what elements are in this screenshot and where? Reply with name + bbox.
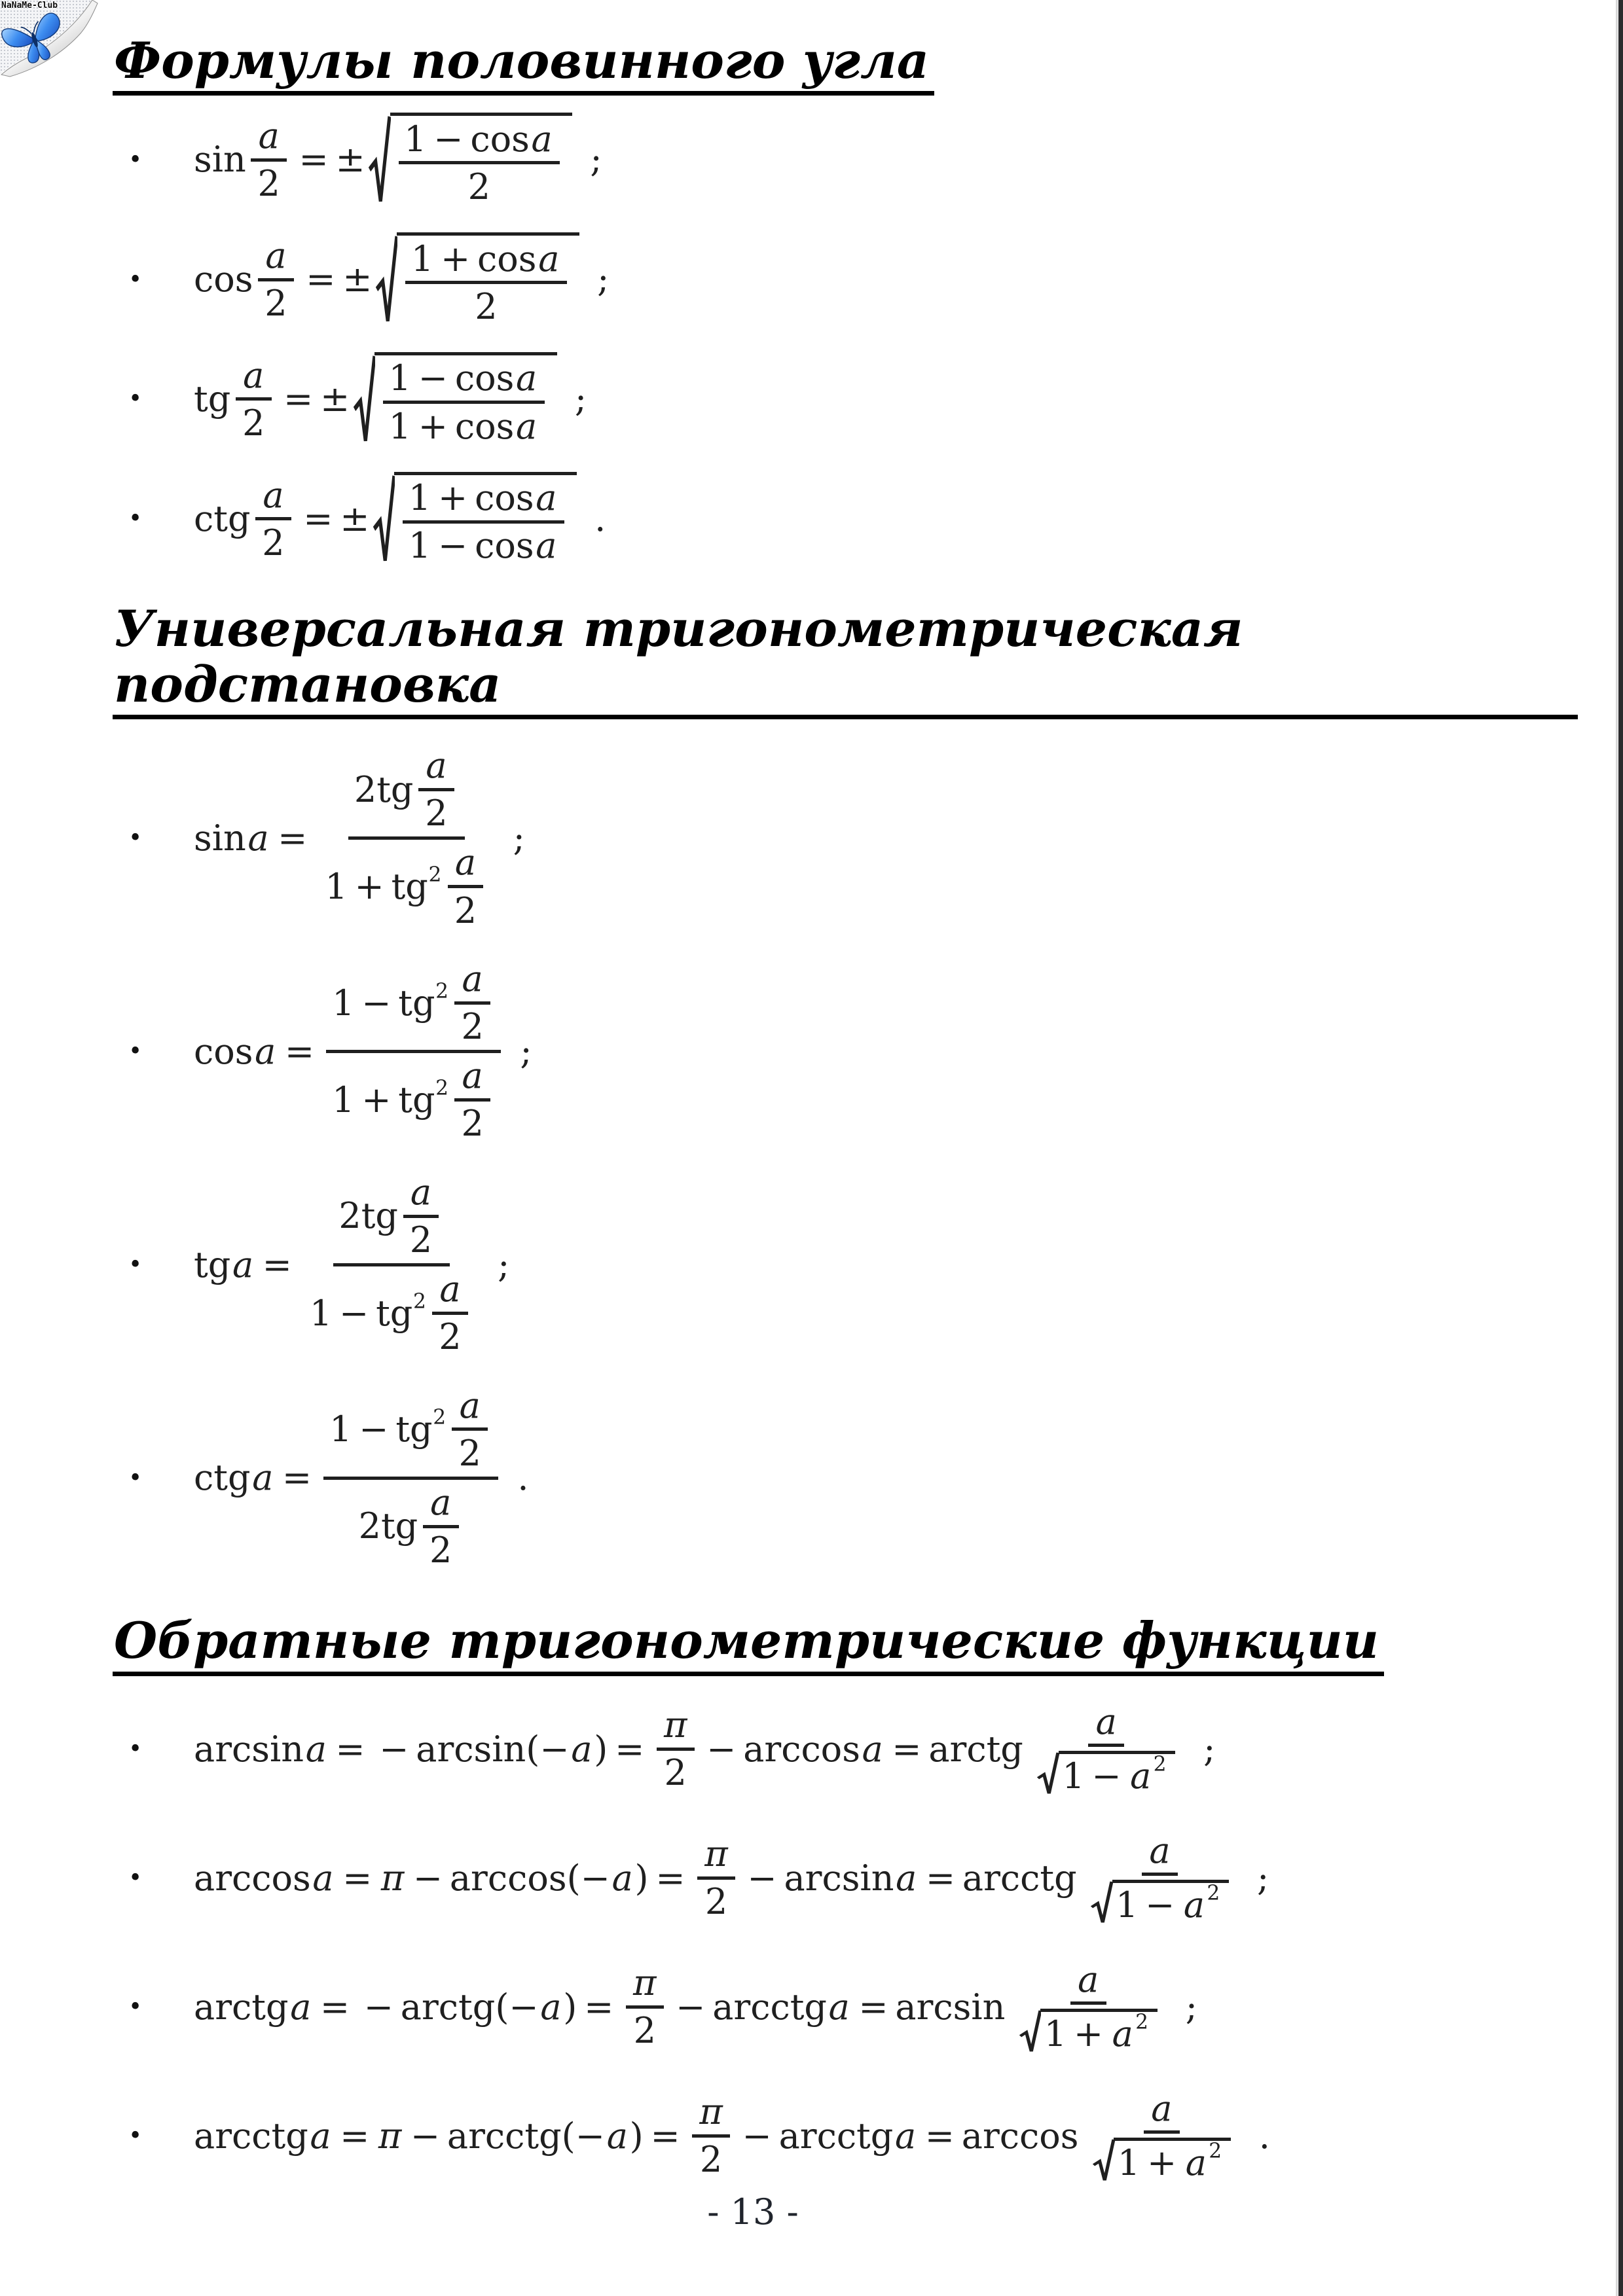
formula-row-arcsin-identity bbox=[0, 1702, 1578, 1797]
section-heading bbox=[113, 567, 1578, 719]
bullet-marker: • bbox=[128, 386, 143, 413]
formula-row-ctg-universal bbox=[0, 1386, 1578, 1571]
bullet-marker: • bbox=[128, 146, 143, 173]
formula-list bbox=[0, 113, 1578, 567]
bullet-marker: • bbox=[128, 825, 143, 852]
formula-math-arctg-identity: arctg a = − arctg ( − a ) = $\frac{\pi}{2}$ − arcctg a = arcsin a 1 + a 2 ; bbox=[194, 1958, 1197, 2054]
watermark-text: NaNaMe-Club bbox=[1, 1, 58, 10]
section-heading bbox=[113, 1571, 1578, 1676]
formula-math-sin-half: sin $\frac{a}{2}$ = ± 1 − cos a 2 ; bbox=[194, 113, 602, 207]
formula-math-tg-half: tg $\frac{a}{2}$ = ± 1 − cos a 1 + cos a ; bbox=[194, 352, 587, 447]
bullet-marker: • bbox=[128, 1736, 143, 1763]
section-half-angle bbox=[0, 0, 1578, 567]
formula-row-sin-universal bbox=[0, 745, 1578, 931]
formula-row-arcctg-identity bbox=[0, 2089, 1578, 2183]
formula-list bbox=[0, 745, 1578, 1571]
formula-row-sin-half bbox=[0, 113, 1578, 207]
formula-row-cos-universal bbox=[0, 959, 1578, 1145]
scan-edge-shadow bbox=[1618, 0, 1623, 2296]
formula-math-ctg-half: ctg $\frac{a}{2}$ = ± 1 + cos a 1 − cos a . bbox=[194, 472, 606, 567]
bullet-marker: • bbox=[128, 1993, 143, 2020]
formula-math-sin-universal: sin a = 2 tg a 2 1 + tg 2 a 2 ; bbox=[194, 745, 525, 931]
formula-math-ctg-universal: ctg a = 1 − tg 2 a 2 2 tg a 2 . bbox=[194, 1384, 529, 1571]
page-number: - 13 - bbox=[707, 2191, 799, 2233]
formula-math-tg-universal: tg a = 2 tg a 2 1 − tg 2 a 2 ; bbox=[194, 1171, 510, 1358]
formula-row-cos-half bbox=[0, 232, 1578, 327]
formula-row-tg-half bbox=[0, 352, 1578, 447]
formula-math-arcsin-identity: arcsin a = − arcsin ( − a ) = $\frac{\pi}{2}$ − arccos a = arctg a 1 − a 2 ; bbox=[194, 1700, 1216, 1797]
bullet-marker: • bbox=[128, 2122, 143, 2149]
bullet-marker: • bbox=[128, 1037, 143, 1065]
formula-row-arccos-identity bbox=[0, 1831, 1578, 1926]
section-universal-substitution bbox=[0, 567, 1578, 1571]
formula-row-tg-universal bbox=[0, 1172, 1578, 1358]
section-inverse-trig bbox=[0, 1571, 1578, 2183]
formula-math-cos-universal: cos a = 1 − tg 2 a 2 1 + tg 2 a 2 ; bbox=[194, 958, 532, 1145]
bullet-marker: • bbox=[128, 1251, 143, 1278]
formula-math-arcctg-identity: arcctg a = π − arcctg ( − a ) = $\frac{\pi}{2}$ − arcctg a = arccos a 1 + a 2 . bbox=[194, 2087, 1270, 2183]
formula-list bbox=[0, 1702, 1578, 2184]
section-heading-text: Обратные тригонометрические функции bbox=[113, 1613, 1384, 1676]
section-heading bbox=[113, 0, 1578, 96]
formula-row-ctg-half bbox=[0, 472, 1578, 567]
bullet-marker: • bbox=[128, 266, 143, 293]
formula-math-arccos-identity: arccos a = π − arccos ( − a ) = $\frac{\pi}{2}$ − arcsin a = arcctg a 1 − a 2 ; bbox=[194, 1829, 1269, 1926]
section-heading-text: Универсальная тригонометрическая подстановка bbox=[113, 601, 1578, 719]
bullet-marker: • bbox=[128, 505, 143, 533]
section-heading-text: Формулы половинного угла bbox=[113, 33, 934, 96]
formula-math-cos-half: cos $\frac{a}{2}$ = ± 1 + cos a 2 ; bbox=[194, 232, 609, 327]
bullet-marker: • bbox=[128, 1464, 143, 1492]
bullet-marker: • bbox=[128, 1864, 143, 1892]
formula-row-arctg-identity bbox=[0, 1960, 1578, 2054]
